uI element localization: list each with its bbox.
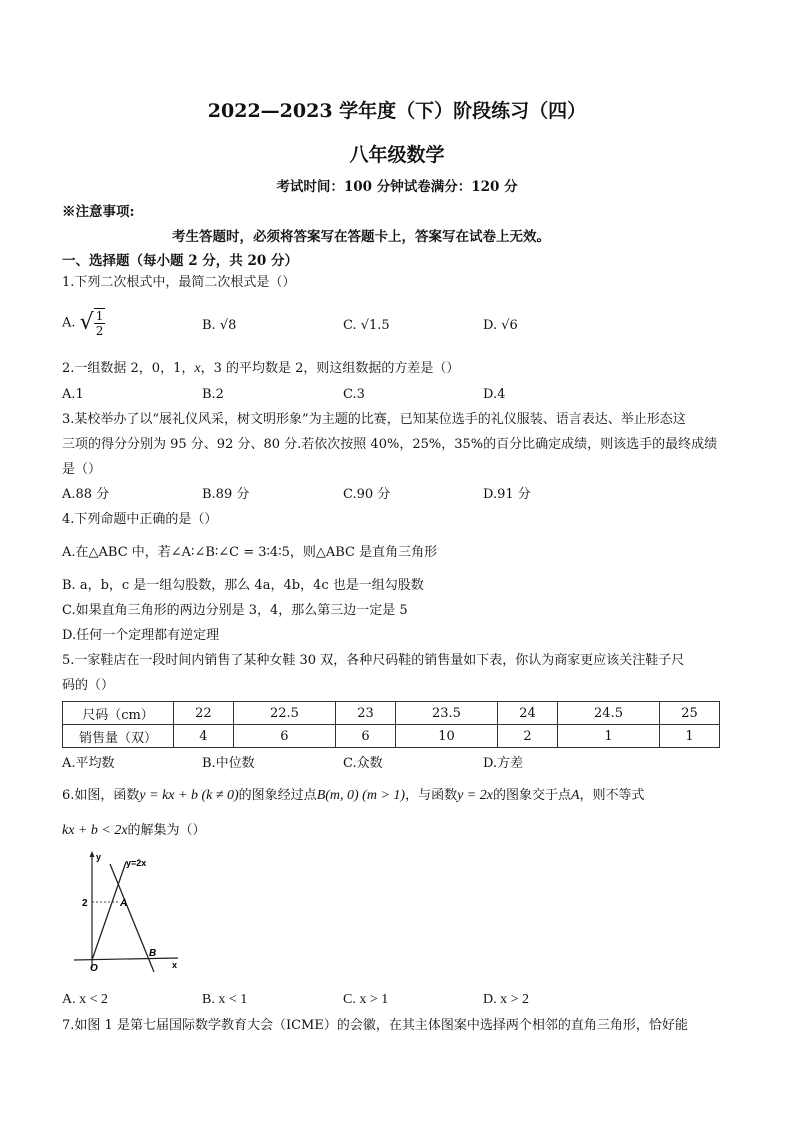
line-y-2x (92, 862, 126, 960)
x-axis (74, 958, 178, 960)
q6-function-graph (70, 850, 185, 975)
q6-text-part: ，则不等式 (579, 788, 645, 803)
q5-line2: 码的（） (62, 678, 115, 693)
q5-option-d: D.方差 (483, 756, 524, 771)
q5-option-c: C.众数 (343, 756, 383, 771)
q1-option-d: D. √6 (483, 318, 518, 333)
q1-stem: 1.下列二次根式中，最简二次根式是（） (62, 275, 296, 290)
q5-option-a: A.平均数 (62, 756, 115, 771)
q4-option-c: C.如果直角三角形的两边分别是 3，4，那么第三边一定是 5 (62, 603, 408, 618)
label-y: y (96, 852, 102, 862)
q2-stem-part1: 2.一组数据 2，0，1， (62, 361, 195, 376)
label-2: 2 (82, 898, 88, 909)
sqrt-icon: √ (79, 310, 94, 335)
q6-formula-line: y = kx + b (k ≠ 0) (139, 788, 239, 803)
q1-option-a (62, 308, 105, 338)
q6-a-text: A. x < 2 (62, 992, 109, 1007)
q2-option-d: D.4 (483, 387, 506, 402)
q3-line2: 三项的得分分别为 95 分、92 分、80 分.若依次按照 40%，25%，35%的百分比确定成绩，则该选手的最终成绩 (62, 437, 718, 452)
q6-option-c (343, 990, 388, 1010)
q6-text-part: 的图象经过点 (238, 788, 317, 803)
table-cell: 22.5 (233, 702, 335, 725)
q1-a-numerator: 1 (95, 309, 104, 323)
label-x: x (172, 960, 178, 970)
table-header-size: 尺码（cm） (63, 702, 174, 725)
q6-point-a: A (570, 788, 580, 803)
q3-option-c: C.90 分 (343, 487, 391, 502)
q2-variable-x: x (194, 361, 201, 376)
q6-text-part: 的解集为（） (127, 823, 206, 838)
q2-option-c: C.3 (343, 387, 365, 402)
table-row (63, 702, 720, 725)
line-kx-b (110, 864, 157, 972)
q6-b-text: B. x < 1 (202, 992, 248, 1007)
table-cell: 10 (395, 725, 497, 748)
q2-option-b: B.2 (202, 387, 224, 402)
q6-point-b: B(m, 0) (m > 1) (316, 788, 406, 803)
q6-option-b (202, 990, 247, 1010)
q3-line3: 是（） (62, 462, 102, 477)
size-sales-table (62, 701, 720, 748)
q6-c-text: C. x > 1 (343, 992, 389, 1007)
q1-a-fraction (94, 308, 106, 338)
notice-text: 考生答题时，必须将答案写在答题卡上，答案写在试卷上无效。 (172, 229, 550, 245)
notice-label: ※注意事项: (62, 204, 135, 220)
q2-option-a: A.1 (62, 387, 84, 402)
table-cell: 25 (660, 702, 720, 725)
label-line: y=2x (126, 858, 147, 868)
q3-option-a: A.88 分 (62, 487, 110, 502)
table-cell: 4 (174, 725, 234, 748)
table-cell: 2 (498, 725, 558, 748)
table-cell: 24 (498, 702, 558, 725)
section-heading: 一、选择题（每小题 2 分，共 20 分） (62, 253, 298, 269)
q2-stem-part2: ，3 的平均数是 2，则这组数据的方差是（） (200, 361, 460, 376)
label-a: A (120, 898, 128, 909)
q1-a-label: A. (62, 315, 76, 331)
table-cell: 6 (336, 725, 396, 748)
q6-formula-2x: y = 2x (457, 788, 493, 803)
exam-subtitle: 八年级数学 (349, 144, 445, 166)
exam-title: 2022—2023 学年度（下）阶段练习（四） (207, 100, 587, 122)
q3-option-d: D.91 分 (483, 487, 531, 502)
table-cell: 23 (336, 702, 396, 725)
table-header-sales: 销售量（双） (63, 725, 174, 748)
q6-line1 (62, 786, 645, 806)
q4-option-a: A.在△ABC 中，若∠A∶∠B∶∠C = 3∶4∶5，则△ABC 是直角三角形 (62, 545, 438, 560)
q1-a-denominator: 2 (95, 324, 104, 338)
q4-stem: 4.下列命题中正确的是（） (62, 512, 218, 527)
label-b: B (149, 948, 157, 959)
q5-option-b: B.中位数 (202, 756, 255, 771)
q6-d-text: D. x > 2 (483, 992, 530, 1007)
q1-option-c: C. √1.5 (343, 318, 390, 333)
table-row (63, 725, 720, 748)
label-o: O (90, 963, 98, 974)
table-cell: 22 (174, 702, 234, 725)
q6-text-part: 的图象交于点 (492, 788, 571, 803)
exam-info: 考试时间：100 分钟试卷满分：120 分 (276, 179, 518, 195)
q7-line1: 7.如图 1 是第七届国际数学教育大会（ICME）的会徽，在其主体图案中选择两个相邻的直角三角形，恰好能 (62, 1018, 688, 1033)
table-cell: 1 (660, 725, 720, 748)
q6-text-part: ，与函数 (405, 788, 458, 803)
table-cell: 1 (557, 725, 659, 748)
q6-line2 (62, 821, 206, 841)
q2-stem (62, 359, 459, 379)
q6-text-part: 6.如图，函数 (62, 788, 140, 803)
table-cell: 24.5 (557, 702, 659, 725)
table-cell: 6 (233, 725, 335, 748)
q6-inequality: kx + b < 2x (62, 823, 128, 838)
q1-option-b: B. √8 (202, 318, 237, 333)
y-axis-arrow (90, 851, 95, 857)
q4-option-b: B. a，b，c 是一组勾股数，那么 4a，4b，4c 也是一组勾股数 (62, 578, 424, 593)
q4-option-d: D.任何一个定理都有逆定理 (62, 628, 220, 643)
q6-option-a (62, 990, 108, 1010)
q3-line1: 3.某校举办了以“展礼仪风采，树文明形象”为主题的比赛，已知某位选手的礼仪服装、语言表达、举止形态这 (62, 412, 686, 427)
q3-option-b: B.89 分 (202, 487, 250, 502)
q6-option-d (483, 990, 529, 1010)
table-cell: 23.5 (395, 702, 497, 725)
q5-line1: 5.一家鞋店在一段时间内销售了某种女鞋 30 双，各种尺码鞋的销售量如下表，你认为商家更应该关注鞋子尺 (62, 653, 685, 668)
